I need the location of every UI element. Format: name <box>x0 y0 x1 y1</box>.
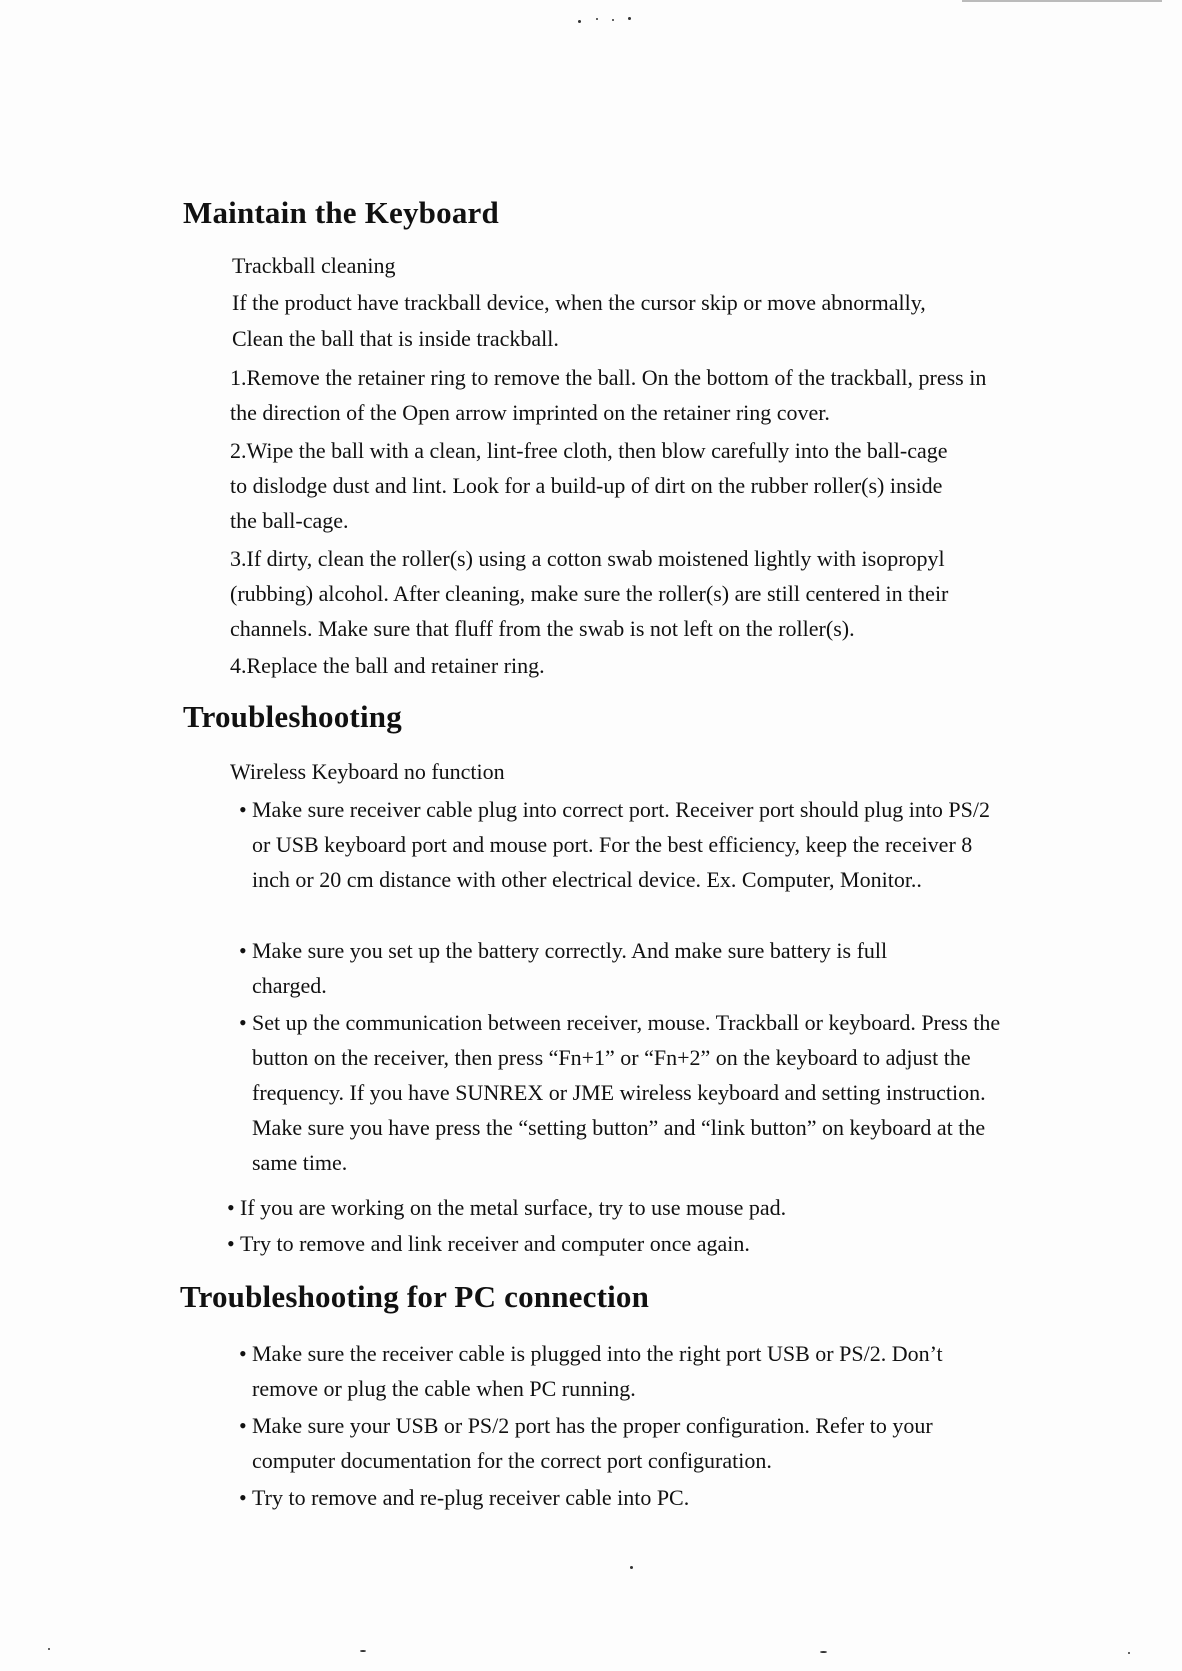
top-edge-line <box>962 0 1162 2</box>
speck <box>630 1566 633 1569</box>
step-1-text: 1.Remove the retainer ring to remove the ball. On the bottom of the trackball, press in the direction of the Open arrow imprinted on the retainer ring cover. <box>230 365 987 425</box>
bullet-icon: • <box>227 1231 235 1256</box>
trouble-bullet-1 <box>239 792 992 897</box>
trackball-subheading: Trackball cleaning <box>232 253 396 278</box>
step-3-text: 3.If dirty, clean the roller(s) using a cotton swab moistened lightly with isopropyl (rubbing) alcohol. After cleaning, make sure the roller(s) are still centered in their channels. Make sure that fluff from the swab is not left on the roller(s). <box>230 546 949 641</box>
speck <box>612 19 614 21</box>
bullet-icon: • <box>239 1485 247 1510</box>
trouble-bullet-5 <box>227 1226 1020 1261</box>
bullet-icon: • <box>239 938 247 963</box>
speck <box>360 1650 366 1652</box>
step-2 <box>230 433 965 538</box>
intro-line-2: Clean the ball that is inside trackball. <box>232 326 559 351</box>
speck <box>596 18 598 20</box>
trouble-bullet-1-text: Make sure receiver cable plug into correct port. Receiver port should plug into PS/2 or USB keyboard port and mouse port. For the best efficiency, keep the receiver 8 inch or 20 cm distance with other electrical device. Ex. Computer, Monitor.. <box>252 797 991 892</box>
trouble-bullet-3 <box>239 1005 1004 1180</box>
pc-bullet-1 <box>239 1336 972 1406</box>
intro-line-1: If the product have trackball device, when the cursor skip or move abnormally, <box>232 290 926 315</box>
pc-bullet-2 <box>239 1408 1012 1478</box>
wireless-subheading: Wireless Keyboard no function <box>230 759 505 784</box>
speck <box>578 20 581 23</box>
bullet-icon: • <box>239 1413 247 1438</box>
pc-bullet-3 <box>239 1480 1012 1515</box>
trouble-bullet-4-text: If you are working on the metal surface, try to use mouse pad. <box>240 1195 787 1220</box>
trouble-bullet-2-text: Make sure you set up the battery correctly. And make sure battery is full charged. <box>252 938 888 998</box>
speck <box>628 17 631 20</box>
bullet-icon: • <box>239 797 247 822</box>
bullet-icon: • <box>239 1341 247 1366</box>
pc-bullet-3-text: Try to remove and re-plug receiver cable into PC. <box>252 1485 690 1510</box>
trouble-bullet-4 <box>227 1190 1020 1225</box>
troubleshooting-heading: Troubleshooting <box>183 699 402 734</box>
step-2-text: 2.Wipe the ball with a clean, lint-free cloth, then blow carefully into the ball-cage to dislodge dust and lint. Look for a build-up of dirt on the rubber roller(s) inside the ball-cage. <box>230 438 948 533</box>
pc-bullet-2-text: Make sure your USB or PS/2 port has the proper configuration. Refer to your computer documentation for the correct port configuration. <box>252 1413 933 1473</box>
trouble-bullet-5-text: Try to remove and link receiver and computer once again. <box>240 1231 750 1256</box>
step-3 <box>230 541 1013 646</box>
pc-bullet-1-text: Make sure the receiver cable is plugged into the right port USB or PS/2. Don’t remove or plug the cable when PC running. <box>252 1341 943 1401</box>
speck <box>820 1651 827 1653</box>
step-4-text: 4.Replace the ball and retainer ring. <box>230 653 545 678</box>
bullet-icon: • <box>239 1010 247 1035</box>
pc-connection-heading: Troubleshooting for PC connection <box>180 1279 650 1314</box>
speck <box>1128 1652 1130 1654</box>
bullet-icon: • <box>227 1195 235 1220</box>
speck <box>48 1648 50 1650</box>
trouble-bullet-3-text: Set up the communication between receiver, mouse. Trackball or keyboard. Press the button on the receiver, then press “Fn+1” or “Fn+2” on the keyboard to adjust the frequency. If you have SUNREX or JME wireless keyboard and setting instruction. Make sure you have press the “setting button” and “link button” on keyboard at the same time. <box>252 1010 1001 1175</box>
step-4 <box>230 648 1030 683</box>
maintain-heading: Maintain the Keyboard <box>183 195 499 230</box>
trouble-bullet-2 <box>239 933 952 1003</box>
step-1 <box>230 360 990 430</box>
